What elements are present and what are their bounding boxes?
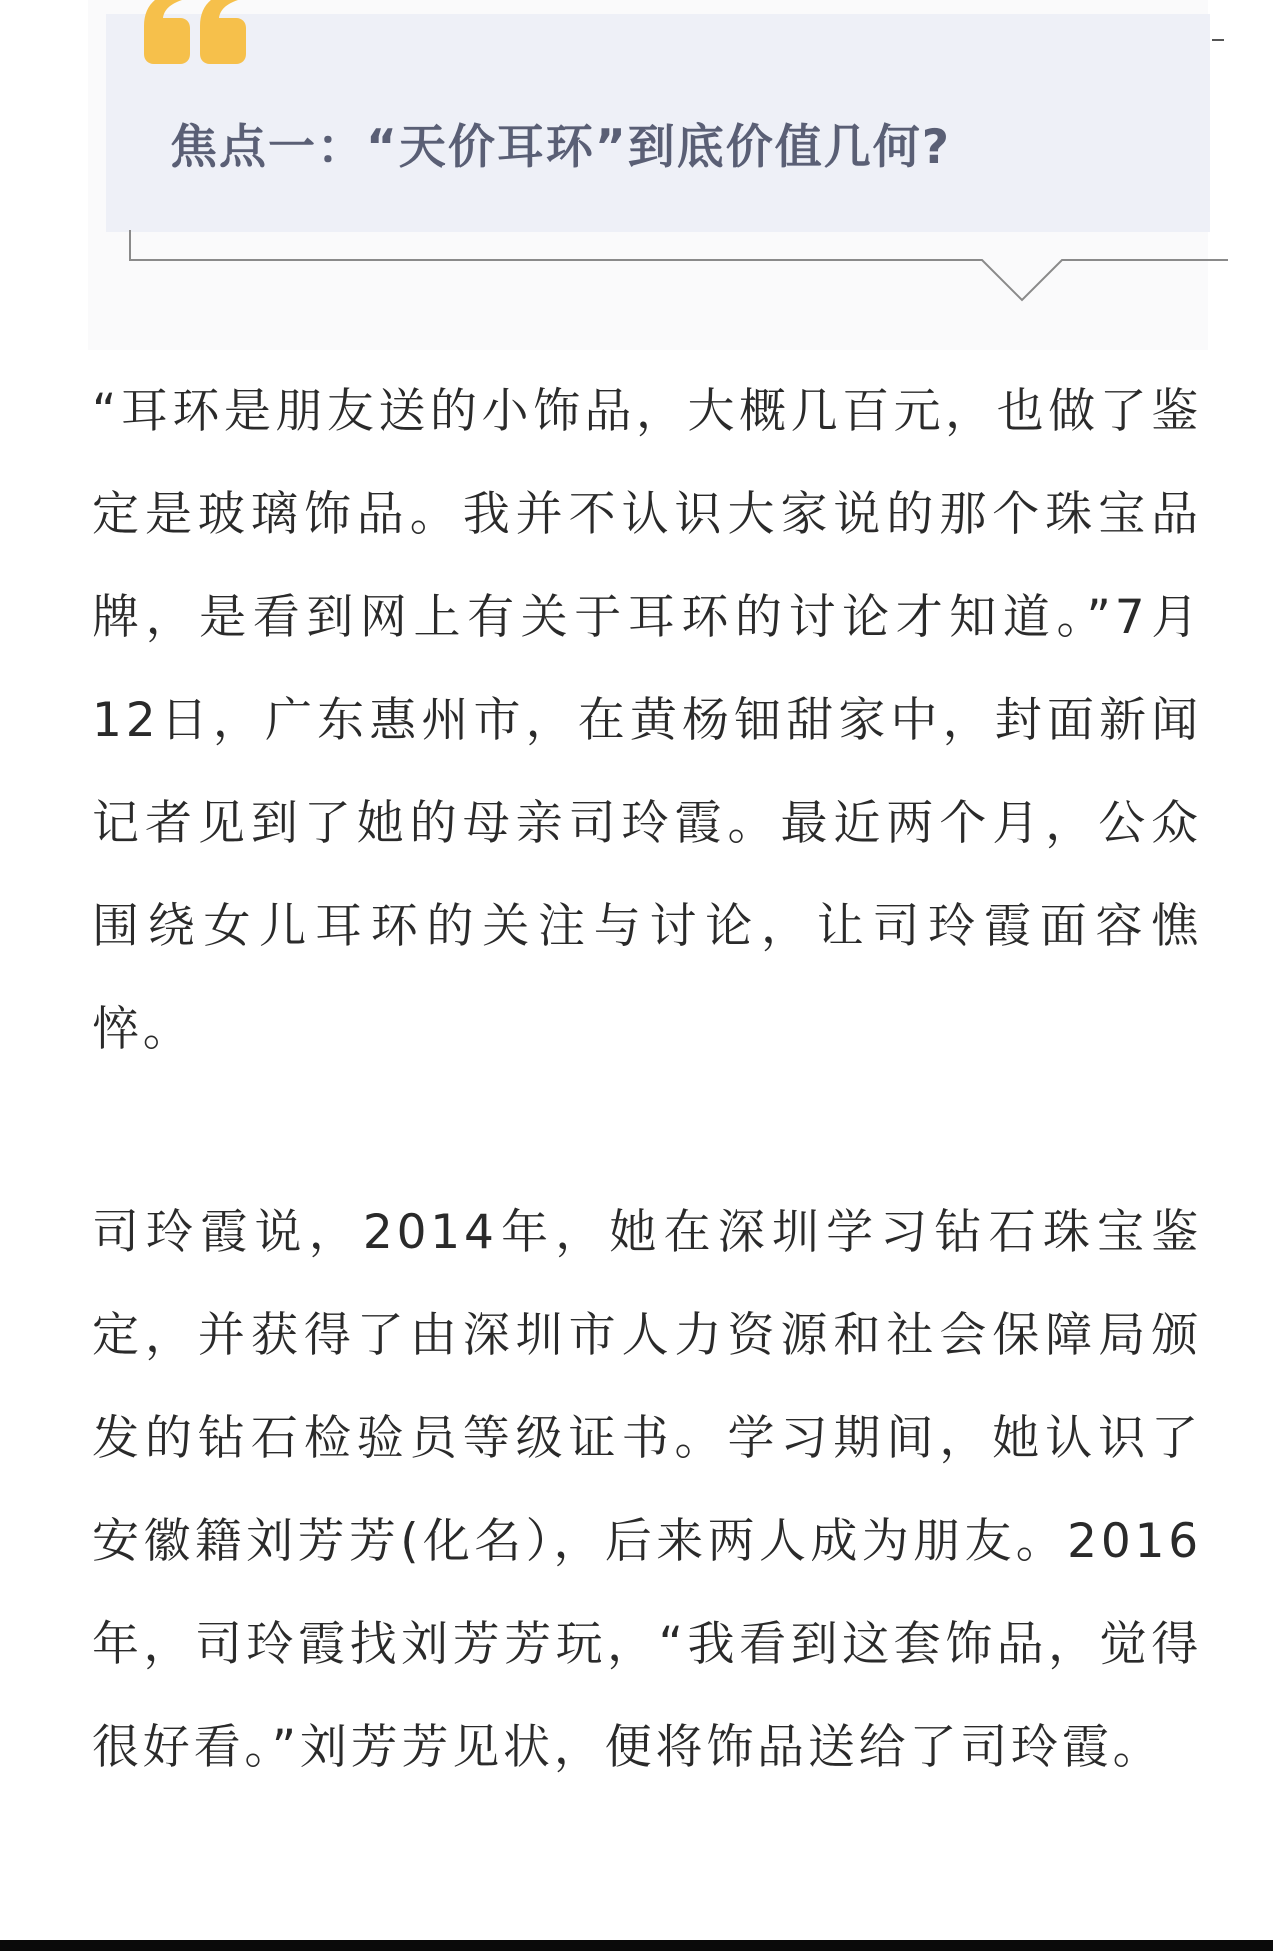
bottom-edge-bar — [0, 1940, 1273, 1951]
corner-mark — [1212, 39, 1224, 41]
article-paragraph-1: “耳环是朋友送的小饰品，大概几百元，也做了鉴定是玻璃饰品。我并不认识大家说的那个珠宝品牌，是看到网上有关于耳环的讨论才知道。”7月12日，广东惠州市，在黄杨钿甜家中，封面新闻记者见到了她的母亲司玲霞。最近两个月，公众围绕女儿耳环的关注与讨论，让司玲霞面容憔悴。 — [92, 384, 1202, 1057]
title-underline-decoration — [120, 230, 1230, 310]
quote-mark-icon — [138, 0, 252, 72]
article-body — [92, 360, 1202, 1799]
article-paragraph-2: 司玲霞说，2014年，她在深圳学习钻石珠宝鉴定，并获得了由深圳市人力资源和社会保障局颁发的钻石检验员等级证书。学习期间，她认识了安徽籍刘芳芳(化名），后来两人成为朋友。2016年，司玲霞找刘芳芳玩，“我看到这套饰品，觉得很好看。”刘芳芳见状，便将饰品送给了司玲霞。 — [92, 1205, 1202, 1775]
section-title: 焦点一：“天价耳环”到底价值几何? — [170, 120, 952, 175]
